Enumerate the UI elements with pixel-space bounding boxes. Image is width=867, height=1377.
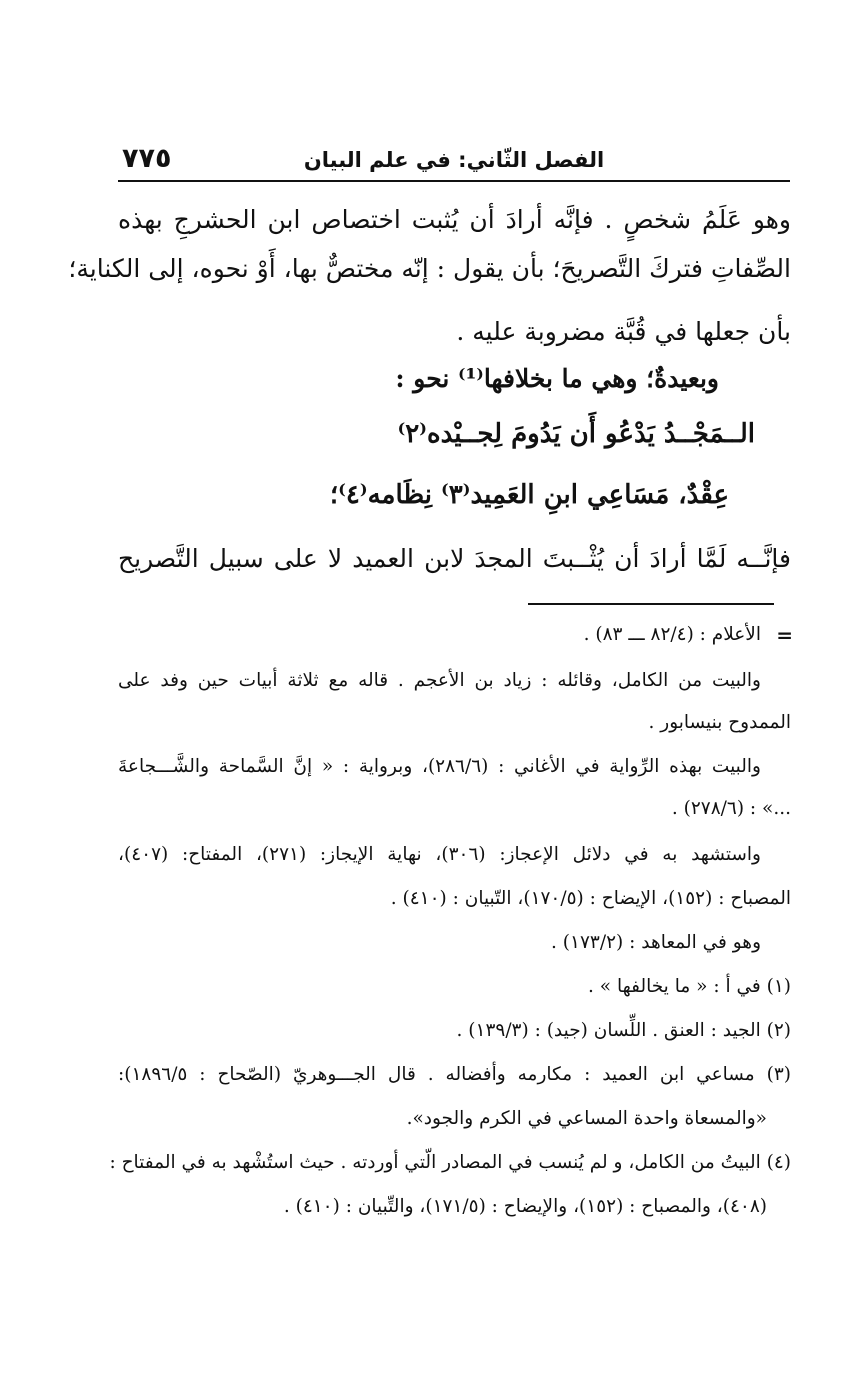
footnote-continued-line-6: واستشهد به في دلائل الإعجاز: (٣٠٦)، نهاية الإيجاز: (٢٧١)، المفتاح: (٤٠٧)،: [118, 844, 761, 865]
footnote-3-line-2: «والمسعاة واحدة المساعي في الكرم والجود».: [406, 1108, 767, 1129]
footnote-4-line-2: (٤٠٨)، والمصباح : (١٥٢)، والإيضاح : (١٧١/٥)، والتِّبيان : (٤١٠) .: [283, 1196, 767, 1217]
footnote-4-line-1: (٤) البيتُ من الكامل، و لم يُنسب في المصادر الّتي أوردته . حيث استُشْهد به في المفتاح :: [109, 1152, 791, 1173]
verse-hemistich-2: عِقْدٌ، مَسَاعِي ابنِ العَمِيد⁽٣⁾ نِظَامه⁽٤⁾؛: [329, 480, 729, 510]
footnote-continued-line-1: الأعلام : (٨٢/٤ ـــ ٨٣) .: [583, 624, 761, 645]
main-line-5: فإنَّــه لَمَّا أرادَ أن يُثْــبتَ المجدَ لابن العميد لا على سبيل التَّصريح: [118, 544, 791, 573]
footnote-separator: [528, 603, 774, 605]
chapter-title: الفصل الثّاني: في علم البيان: [303, 148, 605, 172]
footnote-2: (٢) الجيد : العنق . اللِّسان (جيد) : (١٣٩/٣) .: [456, 1020, 791, 1041]
page-number: ٧٧٥: [122, 143, 172, 174]
main-line-4: وبعيدةٌ؛ وهي ما بخلافها⁽¹⁾ نحو :: [395, 364, 719, 393]
main-line-2: الصِّفاتِ فتركَ التَّصريحَ؛ بأن يقول : إنّه مختصٌّ بها، أَوْ نحوه، إلى الكناية؛: [68, 254, 791, 283]
footnote-1: (١) في أ : « ما يخالفها » .: [587, 976, 791, 997]
footnote-continued-line-4: والبيت بهذه الرِّواية في الأغاني : (٢٨٦/٦)، وبرواية : « إنَّ السَّماحة والشَّـــجاعةَ: [118, 756, 761, 777]
main-line-1: وهو عَلَمُ شخصٍ . فإنَّه أرادَ أن يُثبت اختصاص ابن الحشرجِ بهذه: [118, 205, 791, 234]
footnote-continued-line-7: المصباح : (١٥٢)، الإيضاح : (١٧٠/٥)، التّبيان : (٤١٠) .: [390, 888, 791, 909]
page-header: [118, 142, 790, 182]
main-line-3: بأن جعلها في قُبَّة مضروبة عليه .: [456, 317, 791, 346]
footnote-continued-line-3: الممدوح بنيسابور .: [648, 712, 791, 733]
continuation-mark: =: [776, 623, 793, 647]
footnote-3-line-1: (٣) مساعي ابن العميد : مكارمه وأفضاله . قال الجـــوهريّ (الصّحاح : ١٨٩٦/٥):: [118, 1064, 791, 1085]
footnote-continued-line-2: والبيت من الكامل، وقائله : زياد بن الأعجم . قاله مع ثلاثة أبيات حين وفد على: [118, 670, 761, 691]
footnote-continued-line-5: ...» : (٢٧٨/٦) .: [671, 798, 791, 819]
verse-hemistich-1: الــمَجْــدُ يَدْعُو أَن يَدُومَ لِجــيْده⁽٢⁾: [397, 419, 755, 449]
footnote-continued-line-8: وهو في المعاهد : (١٧٣/٢) .: [551, 932, 761, 953]
